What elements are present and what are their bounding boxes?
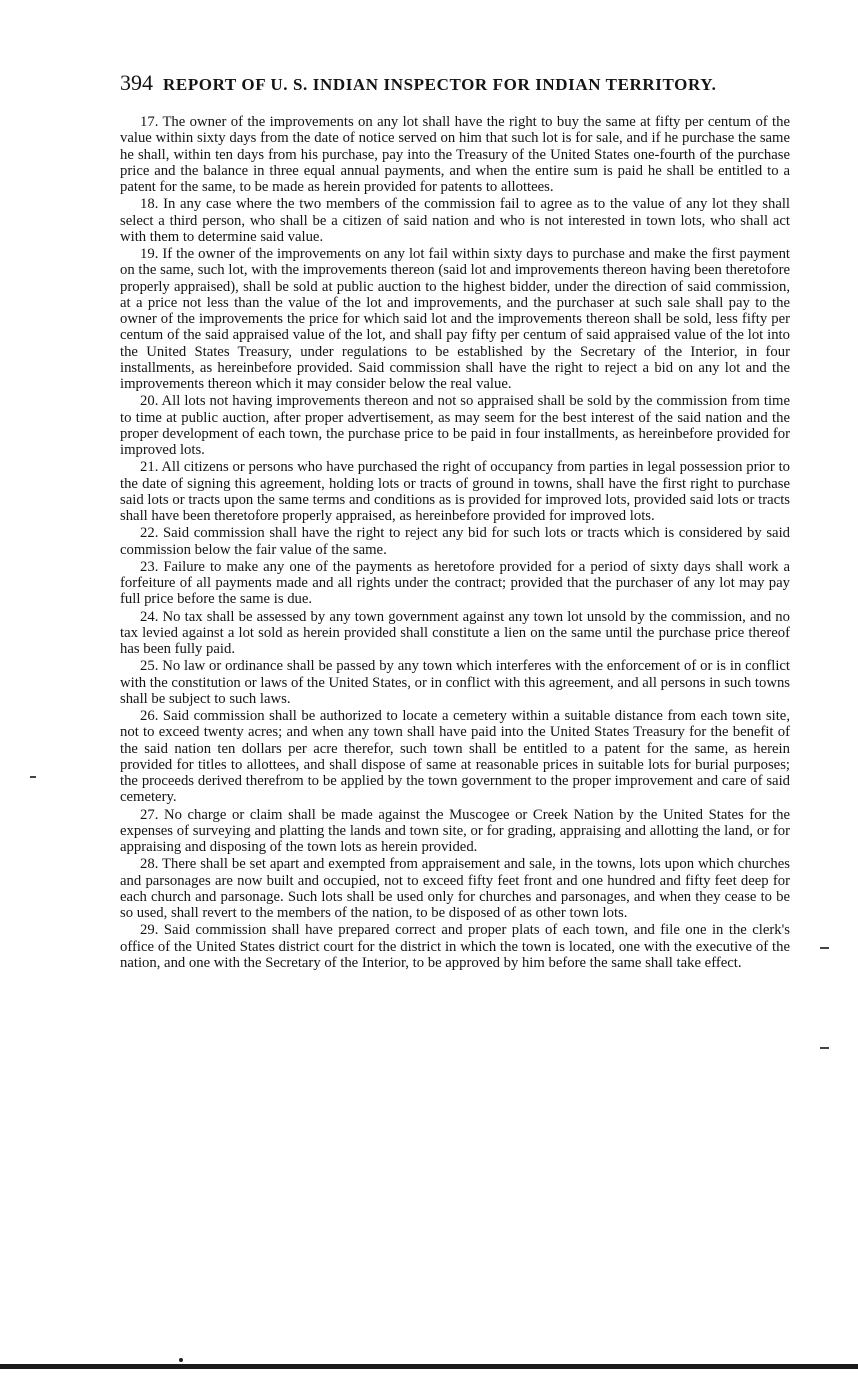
body-text — [120, 114, 790, 971]
page-number: 394 — [120, 70, 153, 95]
scan-edge-rule — [0, 1364, 858, 1369]
scan-speck — [179, 1358, 183, 1362]
paragraph-20: 20. All lots not having improvements thereon and not so appraised shall be sold by the commission from time to time at public auction, after proper advertisement, as may seem for the best interest of the said nation and the proper development of each town, the purchase price to be paid in four installments, as hereinbefore provided for improved lots. — [120, 393, 790, 458]
paragraph-28: 28. There shall be set apart and exempted from appraisement and sale, in the towns, lots upon which churches and parsonages are now built and occupied, not to exceed fifty feet front and one hundred and fifty feet deep for each church and parsonage. Such lots shall be used only for churches and parsonages, and when they cease to be so used, shall revert to the members of the nation, to be disposed of as other town lots. — [120, 856, 790, 921]
page-header — [120, 70, 788, 96]
paragraph-29: 29. Said commission shall have prepared correct and proper plats of each town, and file one in the clerk's office of the United States district court for the district in which the town is located, one with the executive of the nation, and one with the Secretary of the Interior, to be approved by him before the same shall take effect. — [120, 922, 790, 971]
right-margin-mark — [820, 1047, 829, 1049]
right-margin-mark — [820, 947, 829, 949]
paragraph-21: 21. All citizens or persons who have purchased the right of occupancy from parties in legal possession prior to the date of signing this agreement, holding lots or tracts of ground in towns, shall have the first right to purchase said lots or tracts upon the same terms and conditions as is provided for improved lots, provided said lots or tracts shall have been theretofore properly appraised, as hereinbefore provided for improved lots. — [120, 459, 790, 524]
paragraph-18: 18. In any case where the two members of the commission fail to agree as to the value of any lot they shall select a third person, who shall be a citizen of said nation and who is not interested in town lots, who shall act with them to determine said value. — [120, 196, 790, 245]
paragraph-26: 26. Said commission shall be authorized to locate a cemetery within a suitable distance from each town site, not to exceed twenty acres; and when any town shall have paid into the United States Treasury for the benefit of the said nation ten dollars per acre therefor, such town shall be entitled to a patent for the same, as herein provided for titles to allottees, and shall dispose of same at reasonable prices in suitable lots for burial purposes; the proceeds derived therefrom to be applied by the town government to the proper improvement and care of said cemetery. — [120, 708, 790, 806]
paragraph-23: 23. Failure to make any one of the payments as heretofore provided for a period of sixty days shall work a forfeiture of all payments made and all rights under the contract; provided that the purchaser of any lot may pay full price before the same is due. — [120, 558, 790, 608]
paragraph-27: 27. No charge or claim shall be made against the Muscogee or Creek Nation by the United States for the expenses of surveying and platting the lands and town site, or for grading, appraising and allotting the land, or for appraising and disposing of the town lots as herein provided. — [120, 806, 790, 855]
paragraph-22: 22. Said commission shall have the right to reject any bid for such lots or tracts which is considered by said commission below the fair value of the same. — [120, 525, 790, 558]
paragraph-19: 19. If the owner of the improvements on any lot fail within sixty days to purchase and make the first payment on the same, such lot, with the improvements thereon (said lot and improvements thereon having been theretofore properly appraised), shall be sold at public auction to the highest bidder, under the direction of said commission, at a price not less than the value of the lot and improvements, and the purchaser at such sale shall pay to the owner of the improvements the price for which said lot and the improvements thereon shall be sold, less fifty per centum of the said appraised value of the lot, and shall pay fifty per centum of said appraised value of the lot into the United States Treasury, under regulations to be established by the Secretary of the Interior, in four installments, as hereinbefore provided. Said commission shall have the right to reject a bid on any lot and the improvements thereon which it may consider below the real value. — [120, 246, 790, 392]
paragraph-24: 24. No tax shall be assessed by any town government against any town lot unsold by the commission, and no tax levied against a lot sold as herein provided shall constitute a lien on the same until the purchase price thereof has been fully paid. — [120, 608, 790, 657]
left-margin-mark — [30, 776, 36, 778]
paragraph-17: 17. The owner of the improvements on any lot shall have the right to buy the same at fifty per centum of the value within sixty days from the date of notice served on him that such lot is for sale, and if he purchase the same he shall, within ten days from his purchase, pay into the Treasury of the United States one-fourth of the purchase price and the balance in three equal annual payments, and when the entire sum is paid he shall be entitled to a patent for the same, to be made as herein provided for patents to allottees. — [120, 114, 790, 195]
running-title: REPORT OF U. S. INDIAN INSPECTOR FOR INDIAN TERRITORY. — [163, 75, 717, 94]
paragraph-25: 25. No law or ordinance shall be passed by any town which interferes with the enforcement of or is in conflict with the constitution or laws of the United States, or in conflict with this agreement, and all persons in such towns shall be subject to such laws. — [120, 658, 790, 707]
